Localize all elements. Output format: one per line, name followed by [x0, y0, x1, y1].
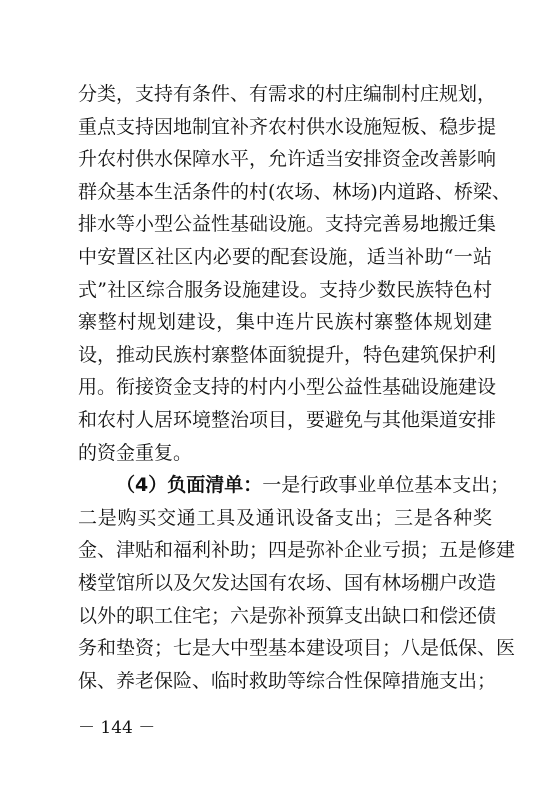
- paragraph-line: 务和垫资；七是大中型基本建设项目；八是低保、医: [78, 637, 516, 660]
- page-number: － 144 －: [78, 718, 156, 738]
- paragraph-line: 设，推动民族村寨整体面貌提升，特色建筑保护利: [78, 343, 497, 366]
- paragraph-line: 式”社区综合服务设施建设。支持少数民族特色村: [78, 278, 492, 301]
- paragraph-line: 和农村人居环境整治项目，要避免与其他渠道安排: [78, 408, 497, 431]
- paragraph-line: 用。衔接资金支持的村内小型公益性基础设施建设: [78, 376, 497, 399]
- paragraph-line: 保、养老保险、临时救助等综合性保障措施支出；: [78, 669, 497, 692]
- paragraph-line: 排水等小型公益性基础设施。支持完善易地搬迁集: [78, 213, 497, 236]
- paragraph-line: 楼堂馆所以及欠发达国有农场、国有林场棚户改造: [78, 571, 497, 594]
- paragraph-line: 二是购买交通工具及通讯设备支出；三是各种奖: [78, 506, 492, 529]
- negative-list-first-item: 一是行政事业单位基本支出；: [262, 474, 510, 497]
- paragraph-line: 群众基本生活条件的村(农场、林场)内道路、桥梁、: [78, 180, 511, 203]
- negative-list-heading: （4）负面清单：: [116, 474, 263, 497]
- paragraph-line: 寨整村规划建设，集中连片民族村寨整体规划建: [78, 311, 492, 334]
- paragraph-line: 中安置区社区内必要的配套设施，适当补助“一站: [78, 245, 492, 268]
- paragraph-line: 的资金重复。: [78, 441, 193, 464]
- paragraph-line: 重点支持因地制宜补齐农村供水设施短板、稳步提: [78, 115, 497, 138]
- paragraph-line: 升农村供水保障水平，允许适当安排资金改善影响: [78, 148, 497, 171]
- paragraph-line: 以外的职工住宅；六是弥补预算支出缺口和偿还债: [78, 604, 497, 627]
- body-text: [78, 78, 516, 697]
- negative-list-first-line: [78, 469, 510, 502]
- paragraph-line: 金、津贴和福利补助；四是弥补企业亏损；五是修建: [78, 539, 516, 562]
- paragraph-line: 分类，支持有条件、有需求的村庄编制村庄规划，: [78, 83, 497, 105]
